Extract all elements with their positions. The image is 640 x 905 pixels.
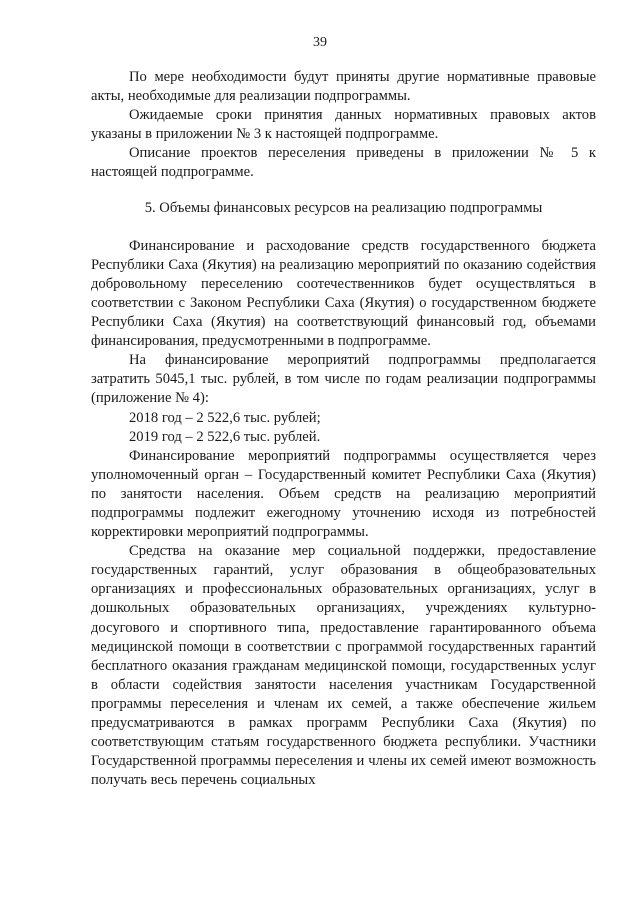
document-body: [91, 68, 596, 790]
year-line-2018: 2018 год – 2 522,6 тыс. рублей;: [129, 409, 321, 426]
paragraph-financing-total: На финансирование мероприятий подпрограммы предполагается затратить 5045,1 тыс. рублей, в том числе по годам реализации подпрограммы (приложение № 4):: [91, 352, 596, 407]
year-line-2019: 2019 год – 2 522,6 тыс. рублей.: [129, 428, 321, 445]
paragraph-expected-dates: Ожидаемые сроки принятия данных нормативных правовых актов указаны в приложении № 3 к настоящей подпрограмме.: [91, 107, 596, 143]
paragraph-other-acts: По мере необходимости будут приняты другие нормативные правовые акты, необходимые для реализации подпрограммы.: [91, 69, 596, 105]
page-number: 39: [313, 35, 327, 50]
section-heading: 5. Объемы финансовых ресурсов на реализацию подпрограммы: [144, 199, 543, 216]
paragraph-financing-budget: Финансирование и расходование средств государственного бюджета Республики Саха (Якутия) на реализацию мероприятий по оказанию содействия добровольному переселению соотечественников будет осуществляться в соответствии с Законом Республики Саха (Якутия) о государственном бюджете Республики Саха (Якутия) на соответствующий финансовый год, объемами финансирования, предусмотренными в подпрограмме.: [91, 237, 596, 350]
paragraph-project-description: Описание проектов переселения приведены в приложении № 5 к настоящей подпрограмме.: [91, 145, 596, 181]
paragraph-social-support: Средства на оказание мер социальной поддержки, предоставление государственных гарантий, услуг образования в общеобразовательных организациях и профессиональных образовательных организациях, услуг в дошкольных образовательных организациях, учреждениях культурно-досугового и спортивного типа, предоставление гарантированного объема медицинской помощи в соответствии с программой государственных гарантий бесплатного оказания гражданам медицинской помощи, государственных услуг в области содействия занятости населения участникам Государственной программы переселения и членам их семей, а также обеспечение жильем предусматриваются в рамках программ Республики Саха (Якутия) по соответствующим статьям государственного бюджета республики. Участники Государственной программы переселения и члены их семей имеют возможность получать весь перечень социальных: [91, 543, 596, 789]
paragraph-authorized-body: Финансирование мероприятий подпрограммы осуществляется через уполномоченный орган – Государственный комитет Республики Саха (Якутия) по занятости населения. Объем средств на реализацию мероприятий подпрограммы подлежит ежегодному уточнению исходя из потребностей корректировки мероприятий подпрограммы.: [91, 447, 596, 541]
